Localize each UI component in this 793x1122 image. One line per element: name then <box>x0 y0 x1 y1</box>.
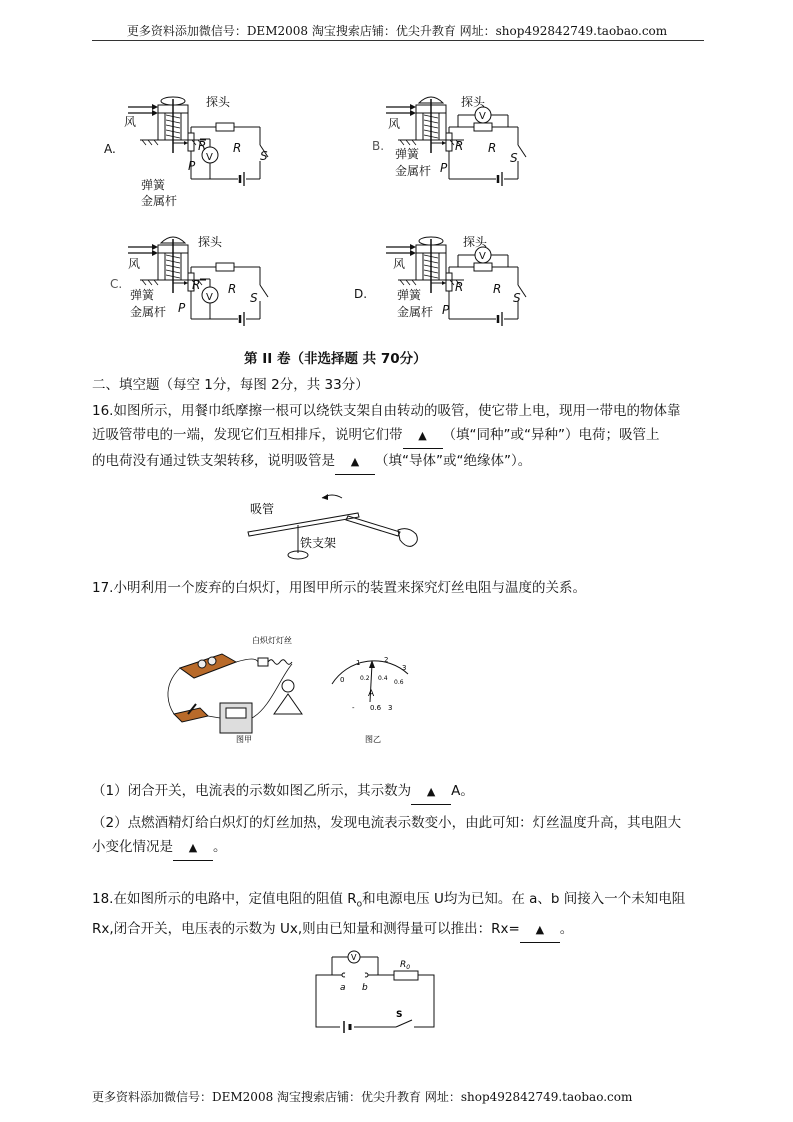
q18-blank[interactable]: ▲ <box>520 917 560 943</box>
svg-text:R: R <box>493 282 502 296</box>
section-title: 第 II 卷（非选择题 共 70分） <box>244 351 427 367</box>
svg-text:探头: 探头 <box>198 235 223 249</box>
svg-text:R: R <box>488 141 497 155</box>
svg-text:2: 2 <box>384 656 389 664</box>
svg-text:R: R <box>228 282 237 296</box>
svg-text:V: V <box>206 292 213 303</box>
q17-figure <box>160 628 420 748</box>
svg-text:0.6: 0.6 <box>394 679 404 686</box>
q16-blank-2[interactable]: ▲ <box>335 449 375 475</box>
svg-text:1: 1 <box>356 659 361 667</box>
svg-text:风: 风 <box>124 115 137 129</box>
svg-text:弹簧: 弹簧 <box>130 288 155 302</box>
q16-blank-1[interactable]: ▲ <box>403 423 443 449</box>
svg-text:P: P <box>188 159 196 173</box>
svg-text:金属杆: 金属杆 <box>141 194 178 208</box>
option-b-label: B. <box>372 139 385 153</box>
svg-text:金属杆: 金属杆 <box>130 305 167 319</box>
q17-blank-2[interactable]: ▲ <box>173 835 213 861</box>
page-footer: 更多资料添加微信号：DEM2008 淘宝搜索店铺：优尖升教育 网址：shop492842749.taobao.com <box>92 1090 633 1104</box>
option-d-label: D. <box>354 287 368 301</box>
svg-text:弹簧: 弹簧 <box>141 178 166 192</box>
svg-text:白炽灯灯丝: 白炽灯灯丝 <box>252 636 292 645</box>
section-heading: 二、填空题（每空 1分，每图 2分，共 33分） <box>92 377 369 393</box>
question-17: 17.小明利用一个废弃的白炽灯，用图甲所示的装置来探究灯丝电阻与温度的关系。 <box>92 580 586 596</box>
svg-text:风: 风 <box>393 257 406 271</box>
svg-text:R: R <box>455 139 464 153</box>
svg-text:风: 风 <box>388 117 401 131</box>
question-16: 16.如图所示，用餐巾纸摩擦一根可以绕铁支架自由转动的吸管，使它带上电，现用一带电的物体靠 近吸管带电的一端，发现它们互相排斥，说明它们带 ▲ （填“同种”或“异种”）电荷；吸管上 的电荷没有通过铁支架转移，说明吸管是 ▲ （填“导体”或“绝缘体”）。 <box>92 399 712 475</box>
svg-text:P: P <box>178 301 186 315</box>
svg-text:0.6: 0.6 <box>370 704 382 712</box>
svg-text:V: V <box>351 953 357 962</box>
option-c-label: C. <box>110 277 123 291</box>
svg-text:R: R <box>198 139 207 153</box>
svg-text:S: S <box>396 1010 403 1020</box>
svg-text:弹簧: 弹簧 <box>395 147 420 161</box>
svg-text:铁支架: 铁支架 <box>300 536 337 550</box>
svg-text:S: S <box>510 151 518 165</box>
svg-text:-: - <box>352 704 355 712</box>
svg-text:探头: 探头 <box>463 235 488 249</box>
option-diagrams <box>0 0 793 345</box>
svg-text:0.2: 0.2 <box>360 675 370 682</box>
svg-text:V: V <box>479 251 486 262</box>
q16-figure <box>240 485 430 565</box>
svg-text:R: R <box>455 280 464 294</box>
q17-blank-1[interactable]: ▲ <box>411 779 451 805</box>
svg-text:图甲: 图甲 <box>236 735 252 744</box>
svg-text:探头: 探头 <box>461 95 486 109</box>
svg-text:金属杆: 金属杆 <box>395 164 432 178</box>
svg-text:S: S <box>260 149 268 163</box>
svg-text:图乙: 图乙 <box>365 735 381 744</box>
svg-text:S: S <box>513 291 521 305</box>
q18-figure <box>310 945 440 1035</box>
svg-text:A: A <box>368 689 375 699</box>
svg-text:a: a <box>340 983 346 993</box>
svg-text:V: V <box>479 111 486 122</box>
svg-text:R: R <box>233 141 242 155</box>
option-a-label: A. <box>104 142 116 156</box>
svg-text:探头: 探头 <box>206 95 231 109</box>
svg-text:R: R <box>192 278 201 292</box>
svg-text:0.4: 0.4 <box>378 675 388 682</box>
svg-text:吸管: 吸管 <box>250 502 275 516</box>
svg-text:V: V <box>206 152 213 163</box>
q17-parts: （1）闭合开关，电流表的示数如图乙所示，其示数为 ▲ A。 （2）点燃酒精灯给白炽灯的灯丝加热，发现电流表示数变小，由此可知：灯丝温度升高，其电阻大 小变化情况是 ▲ 。 <box>92 779 712 861</box>
svg-text:弹簧: 弹簧 <box>397 288 422 302</box>
svg-text:3: 3 <box>388 704 393 712</box>
svg-text:0: 0 <box>340 676 345 684</box>
svg-text:R0: $R_0$ <box>400 960 411 971</box>
svg-text:S: S <box>250 291 258 305</box>
page-header: 更多资料添加微信号：DEM2008 淘宝搜索店铺：优尖升教育 网址：shop492842749.taobao.com <box>126 24 668 38</box>
question-18: 18.在如图所示的电路中，定值电阻的阻值 $R_o$和电源电压 U均为已知。在 a、b 间接入一个未知电阻 Rx,闭合开关，电压表的示数为 Ux,则由已知量和测得量可以推出：Rx= ▲ 。 <box>92 887 712 943</box>
svg-text:P: P <box>440 161 448 175</box>
svg-text:金属杆: 金属杆 <box>397 305 434 319</box>
svg-text:风: 风 <box>128 257 141 271</box>
svg-text:b: b <box>362 983 368 993</box>
svg-text:3: 3 <box>402 664 407 672</box>
svg-text:P: P <box>442 303 450 317</box>
